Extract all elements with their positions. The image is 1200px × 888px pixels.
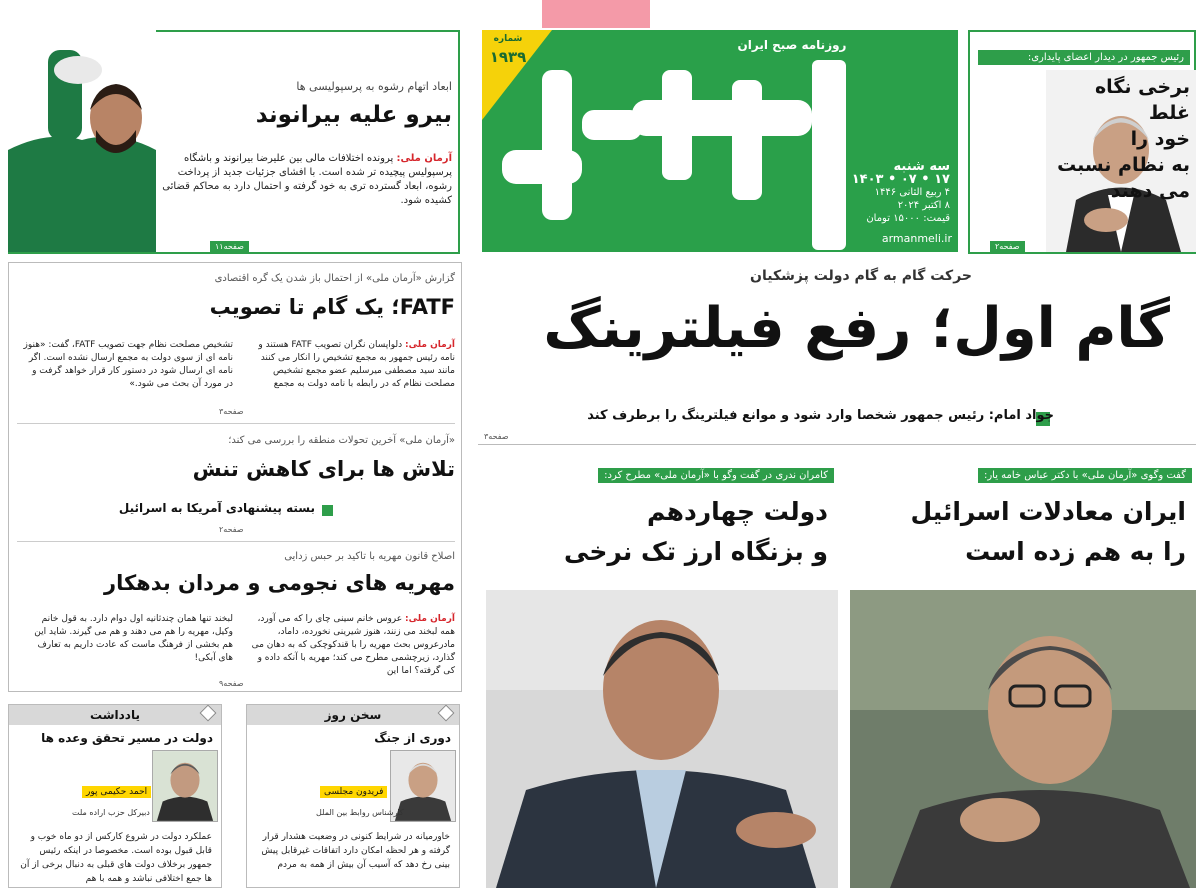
story-headline[interactable]: FATF؛ یک گام تا تصویب [209, 295, 455, 319]
masthead-tagline: روزنامه صبح ایران [737, 38, 847, 52]
author-affiliation: دبیرکل حزب اراده ملت [72, 808, 150, 817]
date-weekday: سه شنبه [893, 159, 950, 174]
author-affiliation: کارشناس روابط بین الملل [316, 808, 404, 817]
body-text: پرونده اختلافات مالی بین علیرضا بیرانوند و باشگاه پرسپولیس پیچیده تر شده است. با افشای جزئیات جدید از پرداخت رشوه، ابعاد گسترده تری به خود گرفته و احتمال دارد به محاکم قضائی کشیده شود. [162, 153, 452, 206]
oped-body: خاورمیانه در شرایط کنونی در وضعیت هشدار قرار گرفته و هر لحظه امکان دارد اتفاقات غیرقابل پیش بینی رخ دهد که آسیب آن بیش از همه به مردم [261, 832, 450, 870]
left-column [8, 262, 462, 692]
goalkeeper-photo [8, 30, 156, 252]
lead-headline[interactable]: گام اول؛ رفع فیلترینگ [543, 296, 1170, 361]
interview-headline [866, 492, 1186, 572]
top-right-headline[interactable] [1054, 74, 1190, 204]
issue-label: شماره [493, 34, 523, 44]
page-ref: صفحه۹ [219, 679, 244, 688]
price: قیمت: ۱۵۰۰۰ تومان [866, 213, 950, 224]
story-body-left: لبخند تنها همان چندثانیه اول دوام دارد. به قول خانم وکیل، مهریه را هم می دهند و هم می گیرند. شاید این هم بخشی از فرهنگ ماست که عادت داریم به تعارف های آبکی! [34, 614, 233, 663]
date-hijri: ۴ ربیع الثانی ۱۴۴۶ [874, 187, 950, 198]
interview-kicker: کامران ندری در گفت وگو با «آرمان ملی» مطرح کرد: [598, 468, 834, 483]
story-body-right [245, 339, 455, 391]
story-body-left: تشخیص مصلحت نظام جهت تصویب FATF، گفت: «هنوز نامه ای از سوی دولت به مجمع ارسال نشده است. اگر نامه ای ارسال شود در دستور کار قرار خواهد گرفت و در مورد آن بحث می شود.» [23, 340, 233, 389]
oped-headline: دولت در مسیر تحقق وعده ها [41, 731, 213, 745]
interviewee-photo [850, 590, 1196, 888]
story-subheadline: بسته پیشنهادی آمریکا به اسرائیل [118, 501, 315, 515]
issue-number: ۱۹۳۹ [489, 48, 527, 66]
interview-left[interactable] [486, 452, 838, 888]
interview-kicker: گفت وگوی «آرمان ملی» با دکتر عباس خامه یار: [978, 468, 1192, 483]
page-ref: صفحه۲ [219, 525, 244, 534]
masthead-dates [850, 160, 950, 225]
story-kicker: اصلاح قانون مهریه با تاکید بر حبس زدایی [284, 551, 455, 562]
masthead [482, 30, 958, 252]
headline-line: می دهند [1110, 180, 1190, 202]
top-pink-bar [542, 0, 650, 28]
story-body-right [245, 613, 455, 678]
lead-label: آرمان ملی: [405, 614, 455, 624]
story-headline[interactable]: تلاش ها برای کاهش تنش [192, 457, 455, 481]
story-kicker: «آرمان ملی» آخرین تحولات منطقه را بررسی می کند؛ [228, 435, 455, 446]
top-right-kicker: رئیس جمهور در دیدار اعضای پایداری: [978, 50, 1190, 65]
oped-headline: دوری از جنگ [374, 731, 451, 745]
oped-body: عملکرد دولت در شروع کارکس از دو ماه خوب و قابل قبول بوده است. مخصوصا در اینکه رئیس جمهور برخلاف دولت های قبلی به دنبال برخی از آن ها جمع اختلافی نباشد و همه با هم [20, 832, 212, 884]
lead-kicker: حرکت گام به گام دولت پزشکیان [750, 268, 972, 284]
page-ref: صفحه۳ [219, 407, 244, 416]
date-gregorian: ۸ اکتبر ۲۰۲۴ [897, 200, 950, 211]
headline-line: و بزنگاه ارز تک نرخی [564, 537, 828, 566]
author-name: احمد حکیمی پور [82, 786, 151, 798]
bullet-square-icon [322, 505, 333, 516]
masthead-url[interactable]: armanmeli.ir [881, 232, 952, 245]
interviewee-photo [486, 590, 838, 888]
oped-band: یادداشت [9, 705, 221, 725]
author-photo [152, 750, 218, 822]
interview-headline [508, 492, 828, 572]
oped-band: سخن روز [247, 705, 459, 725]
headline-line: ایران معادلات اسرائیل [910, 497, 1186, 526]
page-ref: صفحه۳ [484, 432, 509, 441]
headline-line: خود را [1130, 128, 1190, 150]
date-solar: ۱۷ • ۰۷ • ۱۴۰۳ [851, 172, 950, 187]
lead-subheadline: جواد امام: رئیس جمهور شخصا وارد شود و موانع فیلترینگ را برطرف کند [587, 408, 1054, 423]
page-ref: صفحه۲ [990, 241, 1025, 252]
story-headline[interactable]: مهریه های نجومی و مردان بدهکار [103, 571, 455, 595]
top-left-body [160, 152, 452, 208]
divider [17, 541, 455, 542]
headline-line: برخی نگاه غلط [1094, 76, 1190, 124]
divider [17, 423, 455, 424]
author-name: فریدون مجلسی [320, 786, 387, 798]
headline-line: دولت چهاردهم [647, 497, 828, 526]
top-left-kicker: ابعاد اتهام رشوه به پرسپولیسی ها [296, 80, 452, 93]
body-text: دلواپسان نگران تصویب FATF هستند و نامه رئیس جمهور به مجمع تشخیص را انکار می کنند مانند سید مصطفی میرسلیم عضو مجمع تشخیص مصلحت نظام که در رابطه با نامه دولت به مجمع [258, 340, 455, 389]
story-kicker: گزارش «آرمان ملی» از احتمال باز شدن یک گره اقتصادی [214, 273, 455, 284]
headline-line: را به هم زده است [965, 537, 1186, 566]
lead-label: آرمان ملی: [396, 153, 452, 164]
divider [478, 444, 1196, 445]
page-ref: صفحه۱۱ [210, 241, 249, 252]
top-left-headline[interactable]: بیرو علیه بیرانوند [255, 102, 452, 128]
lead-label: آرمان ملی: [405, 340, 455, 350]
body-text: عروس خانم سینی چای را که می آورد، همه لبخند می زنند، هنوز شیرینی نخورده، داماد، مادرعروس بحث مهریه را با قندکوچکی که به دهان می گذارد، زیرچشمی مطرح می کند؛ مهریه با آنکه داده و کی گرفته؟ اما این [251, 614, 455, 676]
interview-right[interactable] [850, 452, 1196, 888]
headline-line: به نظام نسبت [1057, 154, 1190, 176]
